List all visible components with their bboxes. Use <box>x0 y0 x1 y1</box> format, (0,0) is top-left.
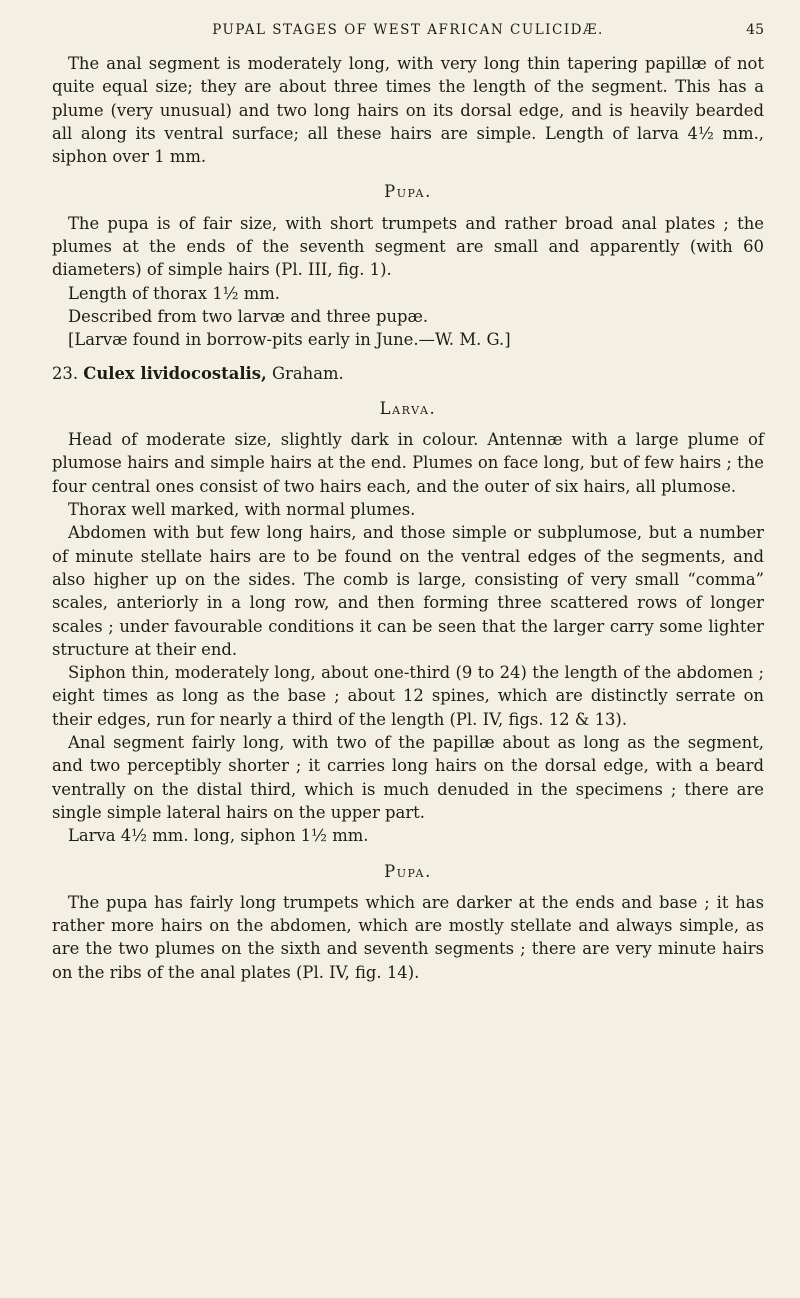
page-number: 45 <box>746 22 764 38</box>
running-head <box>52 22 764 52</box>
pupa-described-from: Described from two larvæ and three pupæ. <box>68 306 429 326</box>
larva-anal-segment-paragraph: The anal segment is moderately long, with very long thin tapering papillæ of not quite equal size; they are about three times the length of the segment. This has a plume (very unusual) and two long hairs on its dorsal edge, and is heavily bearded all along its ventral surface; all these hairs are simple. Length of larva 4½ mm., siphon over 1 mm. <box>52 54 764 167</box>
larva-length-paragraph: Larva 4½ mm. long, siphon 1½ mm. <box>68 826 369 846</box>
species-author: Graham. <box>271 363 344 383</box>
species-title <box>52 362 764 385</box>
document-page <box>52 22 764 984</box>
species-name: Culex lividocostalis, <box>83 363 267 383</box>
larva-anal-paragraph: Anal segment fairly long, with two of the papillæ about as long as the segment, and two perceptibly shorter ; it carries long hairs on the dorsal edge, with a beard ventrally on the distal third, which is much denuded in the specimens ; there are single simple lateral hairs on the upper part. <box>52 733 764 822</box>
pupa-heading-2: Pupa. <box>384 861 432 881</box>
larva-heading: Larva. <box>379 398 437 418</box>
pupa-collection-note: [Larvæ found in borrow-pits early in June.—W. M. G.] <box>68 330 511 350</box>
larva-thorax-paragraph: Thorax well marked, with normal plumes. <box>68 500 416 520</box>
pupa-description-paragraph: The pupa is of fair size, with short trumpets and rather broad anal plates ; the plumes at the ends of the seventh segment are small and apparently (with 60 diameters) of simple hairs (Pl. III, fig. 1). <box>52 213 764 280</box>
larva-abdomen-paragraph: Abdomen with but few long hairs, and those simple or subplumose, but a number of minute stellate hairs are to be found on the ventral edges of the segments, and also higher up on the sides. The comb is large, consisting of very small “comma” scales, anteriorly in a long row, and then forming three scattered rows of longer scales ; under favourable conditions it can be seen that the larger carry some lighter structure at their end. <box>52 523 764 659</box>
running-head-title: PUPAL STAGES OF WEST AFRICAN CULICIDÆ. <box>212 22 604 38</box>
pupa-thorax-length: Length of thorax 1½ mm. <box>68 283 281 303</box>
larva-head-paragraph: Head of moderate size, slightly dark in colour. Antennæ with a large plume of plumose hairs and simple hairs at the end. Plumes on face long, but of few hairs ; the four central ones consist of two hairs each, and the outer of six hairs, all plumose. <box>52 430 764 496</box>
species-number: 23. <box>52 363 79 383</box>
pupa-heading: Pupa. <box>384 182 432 202</box>
larva-siphon-paragraph: Siphon thin, moderately long, about one-third (9 to 24) the length of the abdomen ; eight times as long as the base ; about 12 spines, which are distinctly serrate on their edges, run for nearly a third of the length (Pl. IV, figs. 12 & 13). <box>52 663 764 729</box>
pupa-2-description-paragraph: The pupa has fairly long trumpets which are darker at the ends and base ; it has rather more hairs on the abdomen, which are mostly stellate and always simple, as are the two plumes on the sixth and seventh segments ; there are very minute hairs on the ribs of the anal plates (Pl. IV, fig. 14). <box>52 892 764 982</box>
